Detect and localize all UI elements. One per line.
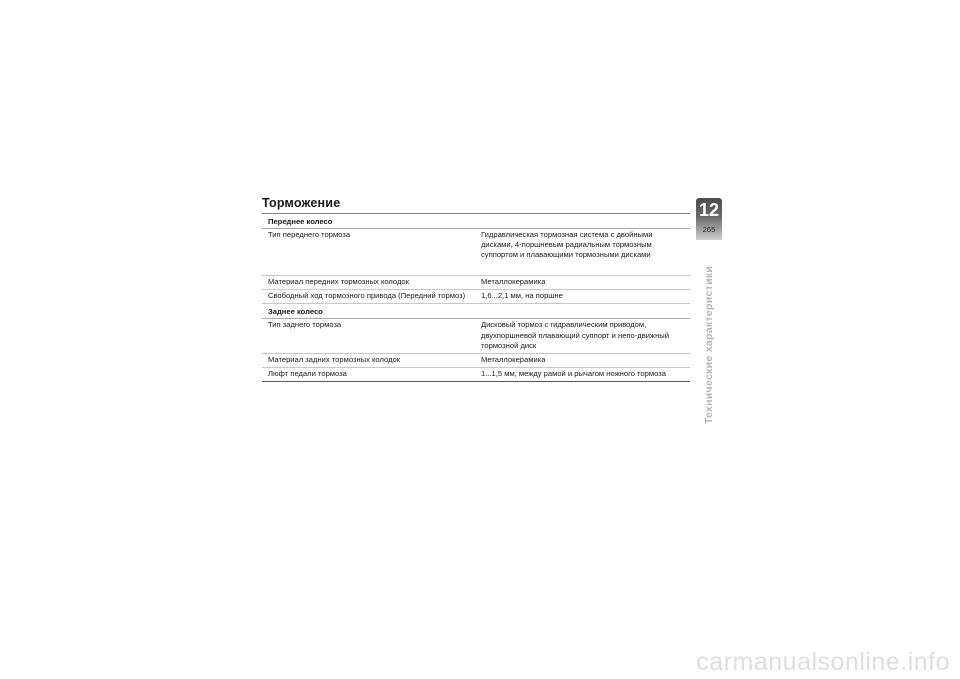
table-row <box>262 354 690 368</box>
row-value: Металлокерамика <box>481 355 546 365</box>
row-value: 1...1,5 мм, между рамой и рычагом ножного тормоза <box>481 369 666 379</box>
chapter-tab <box>696 198 722 240</box>
row-label: Тип заднего тормоза <box>268 320 342 330</box>
spec-table <box>262 213 690 382</box>
table-row <box>262 368 690 382</box>
chapter-side-label: Технические характеристики <box>703 265 715 425</box>
row-value: Дисковый тормоз с гидравлическим приводом, двухпоршневой плавающий суппорт и непо-движный тормозной диск <box>481 320 669 350</box>
row-label: Свободный ход тормозного привода (Передний тормоз) <box>268 291 466 301</box>
table-row <box>262 229 690 276</box>
row-label: Материал передних тормозных колодок <box>268 277 409 286</box>
table-row <box>262 319 690 354</box>
table-row <box>262 290 690 304</box>
row-label: Люфт педали тормоза <box>268 369 347 379</box>
row-value: Гидравлическая тормозная система с двойными дисками, 4-поршневым радиальным тормозным суппортом и плавающими тормозными дисками <box>481 230 653 260</box>
row-value: 1,6...2,1 мм, на поршне <box>481 291 563 301</box>
section-heading-rear-wheel: Заднее колесо <box>262 304 690 319</box>
watermark: carmanualsonline.info <box>696 648 950 676</box>
table-row <box>262 276 690 290</box>
chapter-number: 12 <box>698 200 720 220</box>
page-number: 265 <box>702 225 716 234</box>
page-title: Торможение <box>262 196 341 210</box>
section-heading-front-wheel: Переднее колесо <box>262 214 690 229</box>
row-value: Металлокерамика <box>481 277 546 286</box>
row-label: Материал задних тормозных колодок <box>268 355 401 365</box>
row-label: Тип переднего тормоза <box>268 230 351 239</box>
